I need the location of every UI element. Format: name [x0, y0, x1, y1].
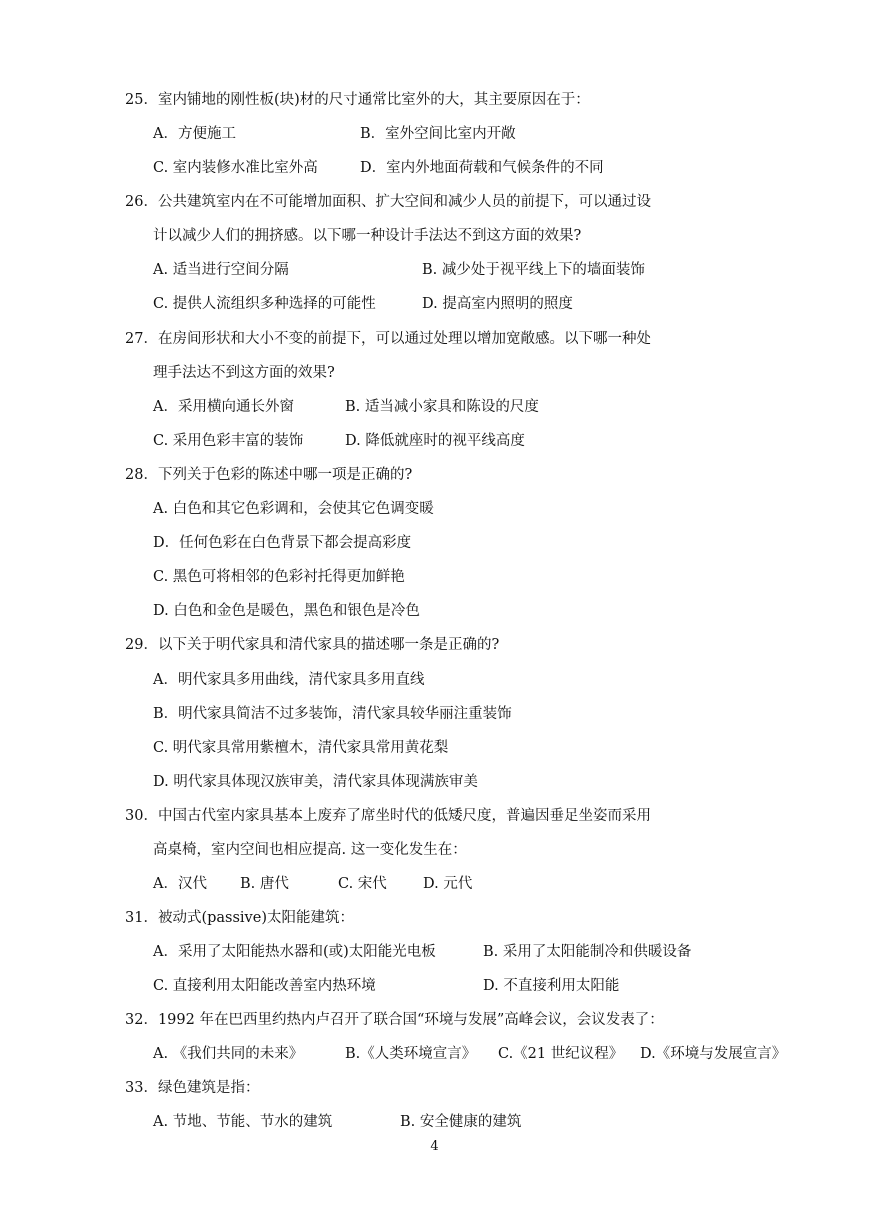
question-25-option-a: A．方便施工: [153, 126, 236, 142]
question-29-stem: 29．以下关于明代家具和清代家具的描述哪一条是正确的?: [125, 637, 500, 653]
question-30-option-b: B. 唐代: [240, 876, 289, 892]
question-27-stem-continued: 理手法达不到这方面的效果?: [153, 365, 335, 381]
question-28-option-b: D．任何色彩在白色背景下都会提高彩度: [153, 535, 412, 551]
question-27-option-a: A．采用横向通长外窗: [153, 399, 294, 415]
question-25-option-d: D．室内外地面荷载和气候条件的不同: [360, 160, 604, 176]
question-32-option-d: D.《环境与发展宣言》: [640, 1046, 787, 1062]
question-31-option-b: B. 采用了太阳能制冷和供暖设备: [483, 944, 692, 960]
question-29-option-d: D. 明代家具体现汉族审美，清代家具体现满族审美: [153, 774, 478, 790]
question-33-option-b: B. 安全健康的建筑: [400, 1114, 522, 1130]
question-26-stem: 26．公共建筑室内在不可能增加面积、扩大空间和减少人员的前提下，可以通过设: [125, 194, 651, 210]
question-26-option-a: A. 适当进行空间分隔: [153, 262, 289, 278]
question-26-option-c: C. 提供人流组织多种选择的可能性: [153, 296, 376, 312]
question-27-option-b: B. 适当减小家具和陈设的尺度: [345, 399, 539, 415]
question-27-option-d: D. 降低就座时的视平线高度: [345, 433, 525, 449]
question-25-option-b: B．室外空间比室内开敞: [360, 126, 516, 142]
question-29-option-a: A．明代家具多用曲线，清代家具多用直线: [153, 672, 425, 688]
question-30-stem-continued: 高桌椅，室内空间也相应提高. 这一变化发生在：: [153, 842, 467, 858]
question-28-option-d: D. 白色和金色是暖色，黑色和银色是冷色: [153, 603, 420, 619]
question-26-stem-continued: 计以减少人们的拥挤感。以下哪一种设计手法达不到这方面的效果?: [153, 228, 582, 244]
question-33-option-a: A. 节地、节能、节水的建筑: [153, 1114, 333, 1130]
question-27-stem: 27．在房间形状和大小不变的前提下，可以通过处理以增加宽敞感。以下哪一种处: [125, 331, 651, 347]
question-32-stem: 32．1992 年在巴西里约热内卢召开了联合国“环境与发展”高峰会议，会议发表了：: [125, 1012, 664, 1028]
question-30-option-a: A．汉代: [153, 876, 207, 892]
question-28-option-c: C. 黑色可将相邻的色彩衬托得更加鲜艳: [153, 569, 405, 585]
question-28-stem: 28．下列关于色彩的陈述中哪一项是正确的?: [125, 467, 413, 483]
question-29-option-c: C. 明代家具常用紫檀木，清代家具常用黄花梨: [153, 740, 449, 756]
question-30-stem: 30．中国古代室内家具基本上废弃了席坐时代的低矮尺度，普遍因垂足坐姿而采用: [125, 808, 651, 824]
question-31-option-c: C. 直接利用太阳能改善室内热环境: [153, 978, 376, 994]
question-31-stem: 31．被动式(passive)太阳能建筑：: [125, 910, 354, 926]
question-31-option-a: A．采用了太阳能热水器和(或)太阳能光电板: [153, 944, 436, 960]
question-25-stem: 25．室内铺地的刚性板(块)材的尺寸通常比室外的大，其主要原因在于：: [125, 92, 590, 108]
page-number: 4: [430, 1139, 439, 1154]
question-29-option-b: B．明代家具简洁不过多装饰，清代家具较华丽注重装饰: [153, 706, 512, 722]
question-25-option-c: C. 室内装修水准比室外高: [153, 160, 318, 176]
question-26-option-b: B. 减少处于视平线上下的墙面装饰: [422, 262, 645, 278]
question-30-option-d: D. 元代: [423, 876, 473, 892]
question-33-stem: 33．绿色建筑是指：: [125, 1080, 260, 1096]
question-28-option-a: A. 白色和其它色彩调和，会使其它色调变暖: [153, 501, 434, 517]
question-30-option-c: C. 宋代: [338, 876, 387, 892]
question-32-option-a: A. 《我们共同的未来》: [153, 1046, 304, 1062]
question-32-option-c: C.《21 世纪议程》: [498, 1046, 624, 1062]
question-32-option-b: B.《人类环境宣言》: [345, 1046, 477, 1062]
question-31-option-d: D. 不直接利用太阳能: [483, 978, 620, 994]
question-27-option-c: C. 采用色彩丰富的装饰: [153, 433, 304, 449]
question-26-option-d: D. 提高室内照明的照度: [422, 296, 573, 312]
